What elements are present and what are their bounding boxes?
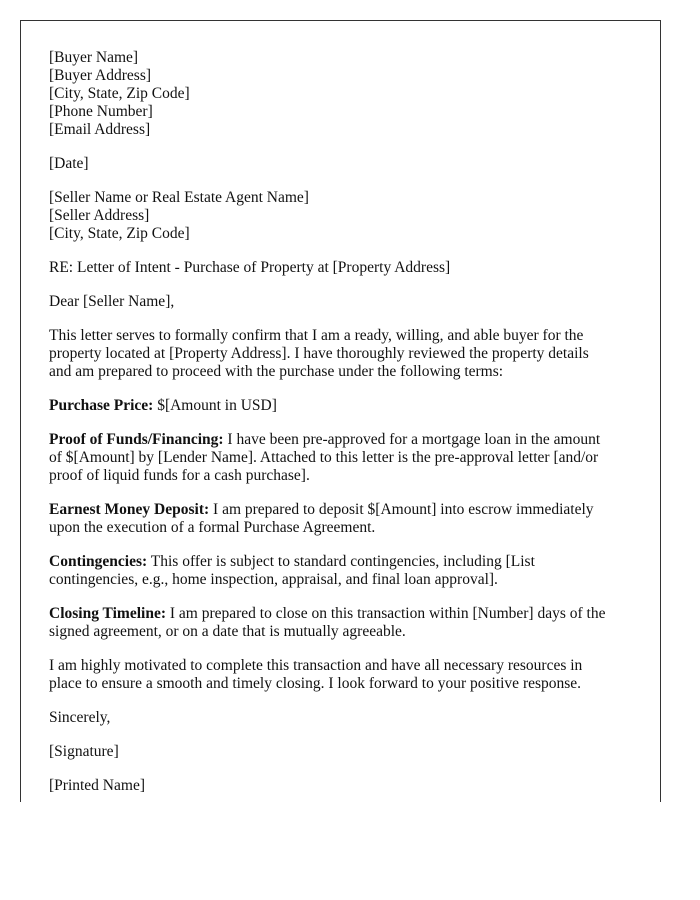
sender-block bbox=[49, 49, 629, 139]
term-text: signed agreement, or on a date that is mutually agreeable. bbox=[49, 623, 406, 640]
subject-text: RE: Letter of Intent - Purchase of Property at [Property Address] bbox=[49, 259, 451, 276]
term-line bbox=[49, 501, 629, 519]
term-line bbox=[49, 431, 629, 449]
term-label: Earnest Money Deposit: bbox=[49, 501, 210, 518]
term-label: Closing Timeline: bbox=[49, 605, 166, 622]
valediction-text: Sincerely, bbox=[49, 709, 111, 726]
letter-date bbox=[49, 155, 629, 173]
term-purchase-price bbox=[49, 397, 629, 415]
sender-address: [Buyer Address] bbox=[49, 67, 152, 84]
closing-paragraph bbox=[49, 657, 629, 693]
term-label: Contingencies: bbox=[49, 553, 148, 570]
term-closing-timeline bbox=[49, 605, 629, 641]
date-text: [Date] bbox=[49, 155, 89, 172]
term-text: This offer is subject to standard contingencies, including [List bbox=[147, 553, 535, 570]
signature-text: [Signature] bbox=[49, 743, 119, 760]
term-text: proof of liquid funds for a cash purchase]. bbox=[49, 467, 310, 484]
term-label: Purchase Price: bbox=[49, 397, 154, 414]
letter-content bbox=[49, 49, 629, 802]
intro-line: and am prepared to proceed with the purchase under the following terms: bbox=[49, 363, 504, 380]
salutation-text: Dear [Seller Name], bbox=[49, 293, 175, 310]
term-text: I am prepared to close on this transaction within [Number] days of the bbox=[165, 605, 606, 622]
sender-name: [Buyer Name] bbox=[49, 49, 139, 66]
term-line bbox=[49, 553, 629, 571]
term-text: contingencies, e.g., home inspection, appraisal, and final loan approval]. bbox=[49, 571, 498, 588]
subject-line bbox=[49, 259, 629, 277]
term-earnest-money bbox=[49, 501, 629, 537]
intro-paragraph bbox=[49, 327, 629, 381]
signature bbox=[49, 743, 629, 761]
closing-line: I am highly motivated to complete this transaction and have all necessary resources in bbox=[49, 657, 583, 674]
sender-city-state-zip: [City, State, Zip Code] bbox=[49, 85, 190, 102]
recipient-address: [Seller Address] bbox=[49, 207, 150, 224]
closing-line: place to ensure a smooth and timely closing. I look forward to your positive response. bbox=[49, 675, 582, 692]
sender-phone: [Phone Number] bbox=[49, 103, 153, 120]
intro-line: property located at [Property Address]. I have thoroughly reviewed the property details bbox=[49, 345, 589, 362]
term-line bbox=[49, 605, 629, 623]
recipient-city-state-zip: [City, State, Zip Code] bbox=[49, 225, 190, 242]
term-contingencies bbox=[49, 553, 629, 589]
salutation bbox=[49, 293, 629, 311]
term-line bbox=[49, 397, 629, 415]
term-text: I am prepared to deposit $[Amount] into escrow immediately bbox=[209, 501, 594, 518]
printed-name-text: [Printed Name] bbox=[49, 777, 145, 794]
recipient-name: [Seller Name or Real Estate Agent Name] bbox=[49, 189, 309, 206]
term-text: I have been pre-approved for a mortgage loan in the amount bbox=[223, 431, 601, 448]
term-proof-of-funds bbox=[49, 431, 629, 485]
valediction bbox=[49, 709, 629, 727]
recipient-block bbox=[49, 189, 629, 243]
letter-page bbox=[20, 20, 661, 802]
term-text: $[Amount in USD] bbox=[153, 397, 277, 414]
term-text: upon the execution of a formal Purchase Agreement. bbox=[49, 519, 376, 536]
printed-name bbox=[49, 777, 629, 795]
sender-email: [Email Address] bbox=[49, 121, 151, 138]
intro-line: This letter serves to formally confirm that I am a ready, willing, and able buyer for the bbox=[49, 327, 584, 344]
term-label: Proof of Funds/Financing: bbox=[49, 431, 224, 448]
term-text: of $[Amount] by [Lender Name]. Attached to this letter is the pre-approval letter [and/or bbox=[49, 449, 599, 466]
